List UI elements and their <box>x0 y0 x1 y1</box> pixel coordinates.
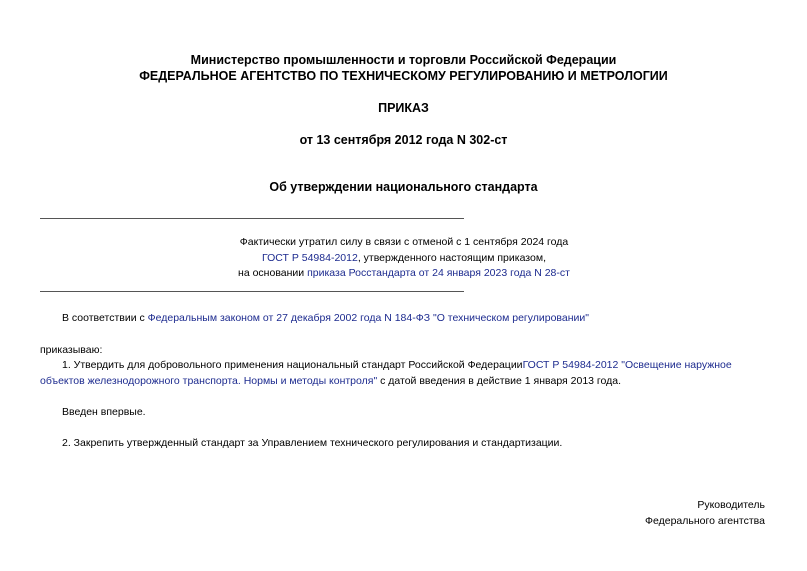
signature-agency: Федерального агентства <box>645 515 765 527</box>
item1-line1 <box>62 358 732 373</box>
order-subject: Об утверждении национального стандарта <box>269 180 538 194</box>
gost-standard-link-part1[interactable]: ГОСТ Р 54984-2012 "Освещение наружное <box>522 359 732 371</box>
order-title: ПРИКАЗ <box>378 101 429 115</box>
gost-link-status[interactable]: ГОСТ Р 54984-2012 <box>262 252 358 264</box>
agency-title: ФЕДЕРАЛЬНОЕ АГЕНТСТВО ПО ТЕХНИЧЕСКОМУ РЕГУЛИРОВАНИЮ И МЕТРОЛОГИИ <box>139 69 668 83</box>
item1-line2 <box>40 374 621 389</box>
divider-bottom <box>40 291 464 292</box>
ministry-title: Министерство промышленности и торговли Российской Федерации <box>190 53 617 67</box>
item1-prefix: 1. Утвердить для добровольного применения национальный стандарт Российской Федерации <box>62 359 523 371</box>
status-note-line3 <box>150 266 658 281</box>
status-note-line2 <box>150 251 658 266</box>
divider-top <box>40 218 464 219</box>
basis-prefix: В соответствии с <box>62 312 148 324</box>
item1-suffix: с датой введения в действие 1 января 2013 года. <box>377 375 622 387</box>
status-note-line3-text: на основании <box>238 267 308 279</box>
item2-paragraph: 2. Закрепить утвержденный стандарт за Управлением технического регулирования и стандартизации. <box>62 437 563 449</box>
rosstandart-order-link[interactable]: приказа Росстандарта от 24 января 2023 года N 28-ст <box>307 267 570 279</box>
status-note-line1: Фактически утратил силу в связи с отменой с 1 сентября 2024 года <box>239 236 569 248</box>
order-date: от 13 сентября 2012 года N 302-ст <box>299 133 508 147</box>
first-time-note: Введен впервые. <box>62 406 146 418</box>
gost-standard-link-part2[interactable]: объектов железнодорожного транспорта. Нормы и методы контроля" <box>40 375 378 387</box>
signature-title: Руководитель <box>697 499 765 511</box>
basis-paragraph <box>62 311 589 326</box>
federal-law-link[interactable]: Федеральным законом от 27 декабря 2002 года N 184-ФЗ "О техническом регулировании" <box>147 312 589 324</box>
status-note-line2-text: , утвержденного настоящим приказом, <box>357 252 546 264</box>
decree-word: приказываю: <box>40 344 103 356</box>
